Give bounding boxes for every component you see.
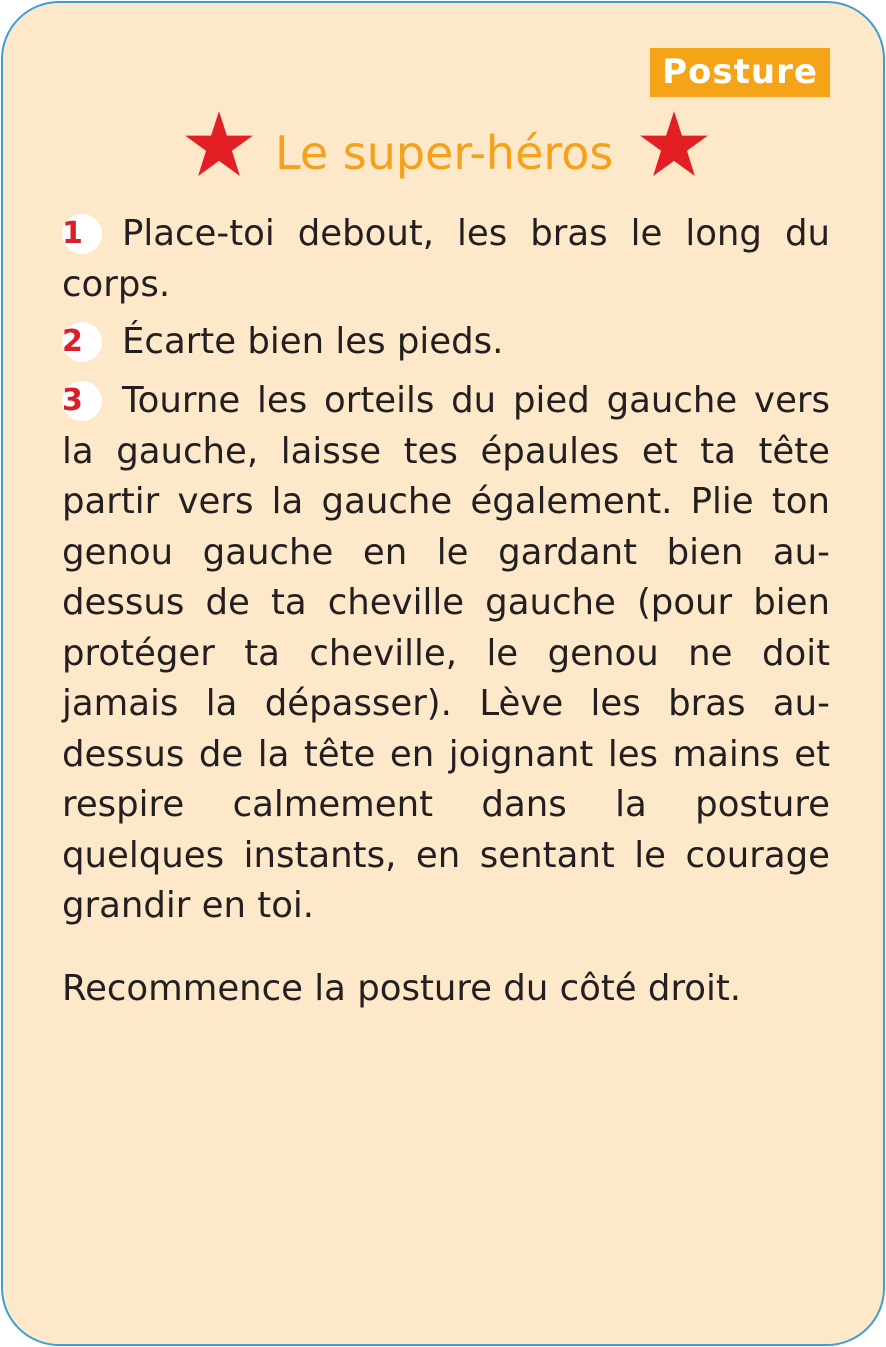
step-1	[62, 209, 830, 310]
step-text: Écarte bien les pieds.	[122, 321, 504, 362]
step-number: 3	[62, 381, 102, 421]
category-badge: Posture	[650, 48, 830, 97]
star-icon	[183, 109, 255, 181]
step-number: 1	[62, 214, 102, 254]
star-icon	[638, 109, 710, 181]
step-2	[62, 317, 830, 368]
step-number: 2	[62, 322, 102, 362]
activity-card	[1, 1, 885, 1346]
step-text: Place-toi debout, les bras le long du corps.	[62, 213, 830, 305]
closing-instruction: Recommence la posture du côté droit.	[62, 968, 742, 1009]
step-text: Tourne les orteils du pied gauche vers la gauche, laisse tes épaules et ta tête partir vers la gauche également. Plie ton genou gauche en le gardant bien au-dessus de ta cheville gauche (pour bien protéger ta cheville, le genou ne doit jamais la dépasser). Lève les bras au-dessus de la tête en joignant les mains et respire calmement dans la posture quelques instants, en sentant le courage grandir en toi.	[62, 380, 830, 926]
step-3	[62, 376, 830, 932]
card-title: Le super-héros	[275, 126, 614, 180]
